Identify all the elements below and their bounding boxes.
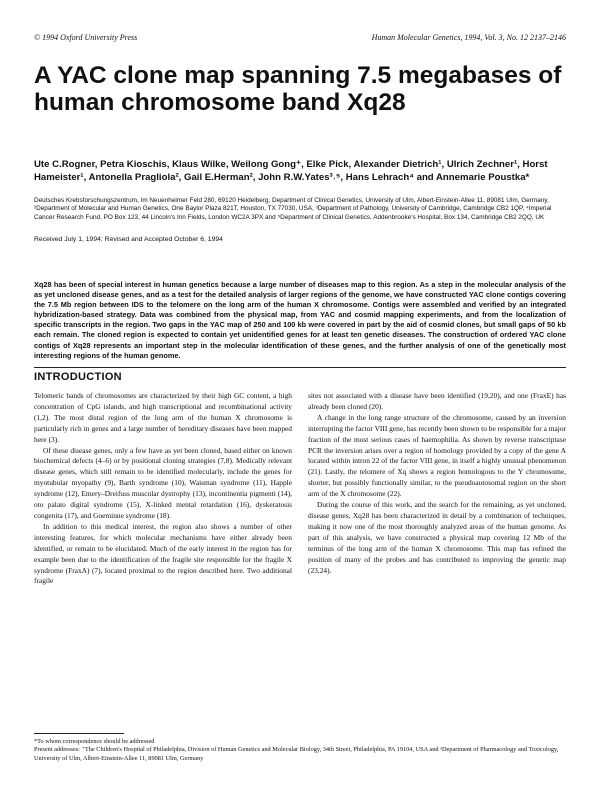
- paragraph: sites not associated with a disease have been identified (19,20), and one (FraxE) has already been cloned (20).: [308, 391, 566, 411]
- article-title: A YAC clone map spanning 7.5 megabases of human chromosome band Xq28: [34, 62, 562, 116]
- journal-citation: Human Molecular Genetics, 1994, Vol. 3, No. 12 2137–2146: [371, 33, 566, 42]
- paragraph: Of these disease genes, only a few have as yet been cloned, based either on known biochemical defects (4–6) or by positional cloning strategies (7,8). Medically relevant disease genes, which still remain to be identified molecularly, include the genes for myotubular myopathy (9), Barth syndrome (10), Waisman syndrome (11), Happle syndrome (12), Emery–Dreifuss muscular dystrophy (13), incontinentia pigmenti (14), oto palato digital syndrome (15), X-linked mental retardation (16), dyskeratosis congenita (17), and Goeminne syndrome (18).: [34, 445, 292, 520]
- section-heading-introduction: INTRODUCTION: [34, 371, 122, 383]
- footnotes: [34, 738, 566, 763]
- section-divider: [34, 367, 566, 368]
- paragraph: During the course of this work, and the search for the remaining, as yet uncloned, disease genes, Xq28 has been characterized in detail by a combination of techniques, making it now one of the most thoroughly analyzed areas of the human genome. As part of this analysis, we have constructed a physical map covering 12 Mb of the terminus of the long arm of the human X chromosome. This map has refined the position of many of the probes and has contributed to improving the genetic map (23,24).: [308, 500, 566, 575]
- body-column-left: [34, 391, 292, 587]
- journal-copyright: © 1994 Oxford University Press: [34, 33, 138, 42]
- paragraph: In addition to this medical interest, the region also shows a number of other interesting features, for which molecular mechanisms have either already been identified, or remain to be elucidated. Much of the early interest in the region has for example been due to the identification of the fragile site responsible for the fragile X syndrome (FraxA) (7), located proximal to the region described here. Two additional fragile: [34, 521, 292, 586]
- paragraph: A change in the long range structure of the chromosome, caused by an inversion interrupting the factor VIII gene, has recently been shown to be responsible for a major fraction of the most serious cases of haemophilia. As shown by reverse transcriptase PCR the inversion arises over a region of homology provided by a copy of the gene A located within intron 22 of the factor VIII gene, in itself a highly unusual phenomenon (21). Lastly, the telomere of Xq shows a region homologous to the Y chromosome, shorter, but possibly functionally similar, to the pseudoautosomal region on the short arm of the X chromosome (22).: [308, 412, 566, 499]
- footnote-divider: [34, 733, 124, 734]
- affiliations: Deutsches Krebsforschungszentrum, Im Neuenheimer Feld 280, 69120 Heidelberg, Department of Clinical Genetics, University of Ulm, Albert-Einstein-Allee 11, 89081 Ulm, Germany, ²Department of Molecular and Human Genetics, One Baylor Plaza 821T, Houston, TX 77030, USA, ³Department of Pathology, University of Cambridge, Cambridge CB2 1QP, ⁴Imperial Cancer Research Fund, PO Box 123, 44 Lincoln's Inn Fields, London WC2A 3PX and ⁵Department of Clinical Genetics, Addenbrooke's Hospital, Box 134, Cambridge CB2 2QQ, UK: [34, 197, 552, 221]
- paragraph: Telomeric bands of chromosomes are characterized by their high GC content, a high concentration of CpG islands, and high transcriptional and recombinational activity (1,2). The most distal region of the long arm of the human X chromosome is particularly rich in genes and a large number of hereditary diseases have been mapped here (3).: [34, 391, 292, 444]
- abstract: Xq28 has been of special interest in human genetics because a large number of diseases map to this region. As a step in the molecular analysis of the as yet uncloned disease genes, and as a test for the detailed analysis of larger regions of the genome, we have constructed YAC clone contigs covering the 7.5 Mb region between IDS to the telomere on the long arm of the human X chromosome. Contigs were assembled and verified by an integrated hybridization-based strategy. Data was combined from the physical map, from YAC and cosmid mapping experiments, and from the localization of specific transcripts in the region. Two gaps in the YAC map of 250 and 100 kb were covered in part by the aid of cosmid clones, but small gaps of 50 kb each remain. The cloned region is expected to contain yet unidentified genes for at least ten genetic diseases. The construction of ordered YAC clone contigs of Xq28 represents an important step in the molecular identification of these genes, and the further analysis of one of the genetically most interesting regions of the human genome.: [34, 280, 566, 360]
- received-date: Received July 1, 1994; Revised and Accepted October 6, 1994: [34, 236, 223, 243]
- author-list: Ute C.Rogner, Petra Kioschis, Klaus Wilke, Weilong Gong⁺, Elke Pick, Alexander Dietrich¹, Ulrich Zechner¹, Horst Hameister¹, Antonella Pragliola², Gail E.Herman², John R.W.Yates³˒⁵, Hans Lehrach⁴ and Annemarie Poustka*: [34, 159, 548, 183]
- footnote-present-addresses: Present addresses: ⁺The Children's Hospital of Philadelphia, Division of Human Genetics and Molecular Biology, 34th Street, Philadelphia, PA 19104, USA and ¹Department of Pharmacology and Toxicology, University of Ulm, Albert-Einstein-Allee 11, 89081 Ulm, Germany: [34, 746, 559, 762]
- body-column-right: [308, 391, 566, 576]
- footnote-correspondence: *To whom correspondence should be addressed: [34, 738, 155, 745]
